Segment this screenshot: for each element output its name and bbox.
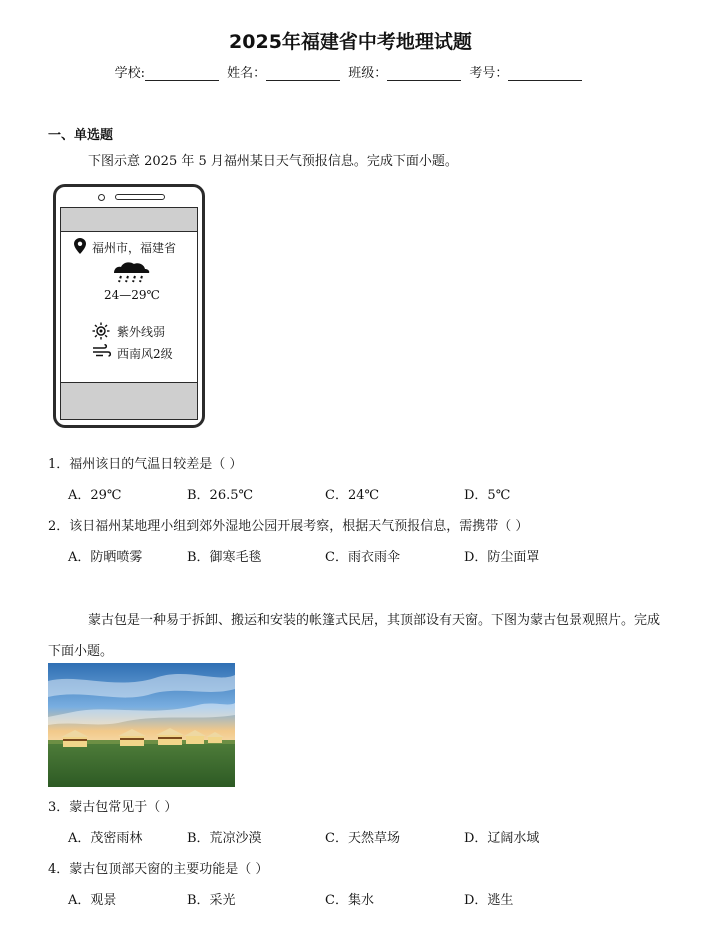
location-pin-icon [74,238,86,254]
student-info-line [0,62,701,81]
question-1-option-b[interactable]: B．26.5℃ [187,488,254,503]
question-2-option-a[interactable]: A．防晒喷雾 [68,550,143,565]
wind-icon [92,344,112,358]
weather-wind: 西南风2级 [117,347,173,361]
question-1-option-d[interactable]: D．5℃ [464,488,511,503]
question-3-option-a[interactable]: A．茂密雨林 [68,831,143,846]
question-4-stem: 4．蒙古包顶部天窗的主要功能是（ ） [48,862,269,877]
screen-top-bar [60,207,198,232]
exam-no-label: 考号： [469,66,509,81]
yurt-photo [48,663,235,787]
school-blank[interactable] [145,66,219,81]
question-4-option-d[interactable]: D．逃生 [464,893,514,908]
weather-uv: 紫外线弱 [117,325,166,339]
question-1-stem: 1．福州该日的气温日较差是（ ） [48,457,243,472]
passage-weather: 下图示意 2025 年 5 月福州某日天气预报信息。完成下面小题。 [88,154,458,169]
question-3-option-b[interactable]: B．荒凉沙漠 [187,831,262,846]
name-label: 姓名： [227,66,267,81]
weather-screen [60,231,198,383]
passage-yurt-line-2: 下面小题。 [48,644,114,659]
question-1-option-a[interactable]: A．29℃ [68,488,122,503]
phone-speaker [115,194,165,200]
question-3-option-d[interactable]: D．辽阔水域 [464,831,540,846]
class-blank[interactable] [387,66,461,81]
page-title: 2025年福建省中考地理试题 [229,31,472,53]
phone-camera [98,194,105,201]
passage-yurt-line-1: 蒙古包是一种易于拆卸、搬运和安装的帐篷式民居，其顶部设有天窗。下图为蒙古包景观照片。完成 [88,613,661,628]
exam-no-blank[interactable] [508,66,582,81]
rain-cloud-icon [110,261,150,285]
question-2-stem: 2．该日福州某地理小组到郊外湿地公园开展考察，根据天气预报信息，需携带（ ） [48,519,529,534]
question-3-option-c[interactable]: C．天然草场 [325,831,400,846]
question-4-option-b[interactable]: B．采光 [187,893,236,908]
question-2-option-d[interactable]: D．防尘面罩 [464,550,540,565]
school-label: 学校: [114,66,145,81]
section-heading: 一、单选题 [48,128,114,143]
yurt-landscape-image [48,663,235,787]
phone-illustration [53,184,205,428]
question-3-stem: 3．蒙古包常见于（ ） [48,800,178,815]
weather-temperature: 24—29℃ [104,288,160,302]
sun-icon [92,322,110,340]
question-4-option-c[interactable]: C．集水 [325,893,374,908]
question-1-option-c[interactable]: C．24℃ [325,488,380,503]
question-4-option-a[interactable]: A．观景 [68,893,117,908]
weather-location: 福州市，福建省 [92,241,177,255]
screen-bottom-bar [60,382,198,420]
class-label: 班级： [348,66,388,81]
question-2-option-b[interactable]: B．御寒毛毯 [187,550,262,565]
question-2-option-c[interactable]: C．雨衣雨伞 [325,550,400,565]
name-blank[interactable] [266,66,340,81]
